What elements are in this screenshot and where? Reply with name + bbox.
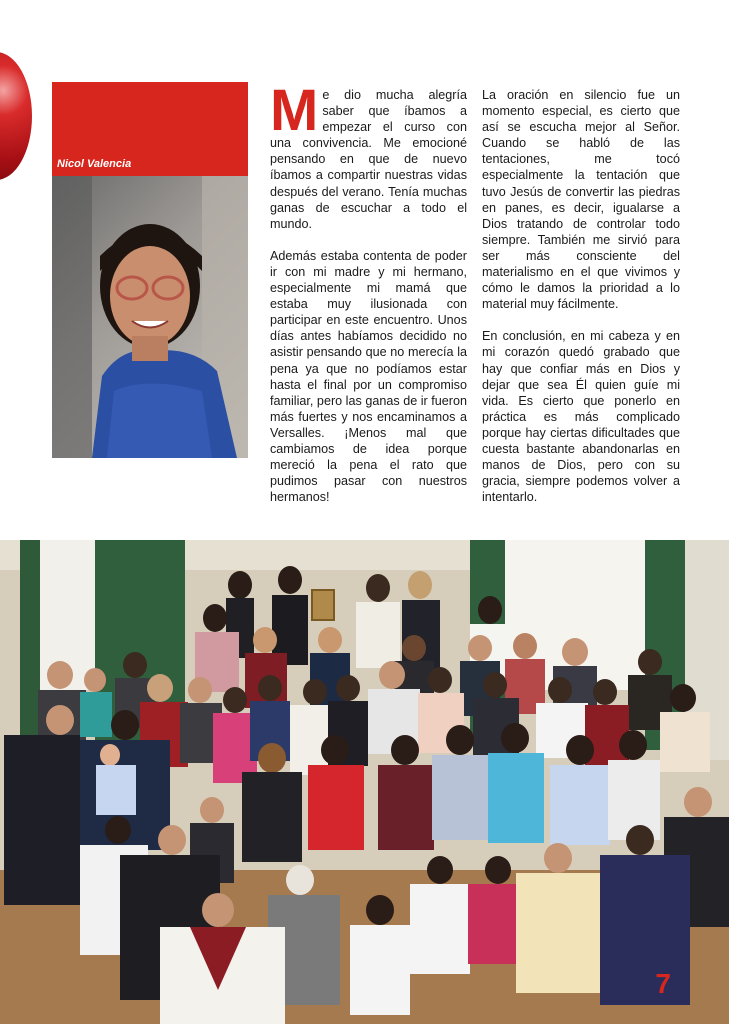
portrait-figure	[52, 176, 248, 458]
page-number: 7	[655, 968, 671, 999]
article-column-1	[270, 78, 467, 521]
decorative-red-ball	[0, 52, 32, 180]
group-photo-illustration	[0, 540, 729, 1024]
article-column-2	[482, 87, 680, 521]
article-paragraph: La oración en silencio fue un momento especial, es cierto que así se escucha mejor al Señor. Cuando se habló de las tentaciones, me tocó especialmente la tentación que tuvo Jesús de convertir las piedras en panes, es decir, igualarse a Dios tratando de controlar todo siempre. También me sirvió para ser más consciente del materialismo en el que vivimos y cómo le damos la prioridad a lo material muy fácilmente.	[482, 88, 680, 312]
article-paragraph	[270, 78, 467, 232]
dropcap: M	[270, 78, 319, 143]
group-photo	[0, 540, 729, 1024]
paragraph-text: e dio mucha alegría saber que íbamos a empezar el curso con una convivencia. Me emocioné pensando en que de nuevo íbamos a compartir nuestras vidas después del verano. Tenía muchas ganas de escuchar a todo el mundo.	[270, 88, 467, 231]
portrait-caption: Nicol Valencia	[57, 158, 132, 170]
article-paragraph: Además estaba contenta de poder ir con mi madre y mi hermano, especialmente mi mamá que estaba muy ilusionada con participar en este encuentro. Unos días antes habíamos decidido no asistir pensando que no merecía la pena ya que no podíamos estar hasta el final por un compromiso familiar, pero las ganas de ir fueron más fuertes y nos encaminamos a Versalles. ¡Menos mal que cambiamos de idea porque mereció la pena el rato que pudimos pasar con nuestros hermanos!	[270, 248, 467, 505]
portrait-photo	[52, 82, 248, 458]
article-paragraph: En conclusión, en mi cabeza y en mi corazón quedó grabado que hay que confiar más en Dios y dejar que sea Él quien guíe mi vida. Es cierto que ponerlo en práctica es más complicado porque hay ciertas dificultades que cuesta bastante abandonarlas en manos de Dios, pero con su gracia, siempre podemos volver a intentarlo.	[482, 329, 680, 505]
